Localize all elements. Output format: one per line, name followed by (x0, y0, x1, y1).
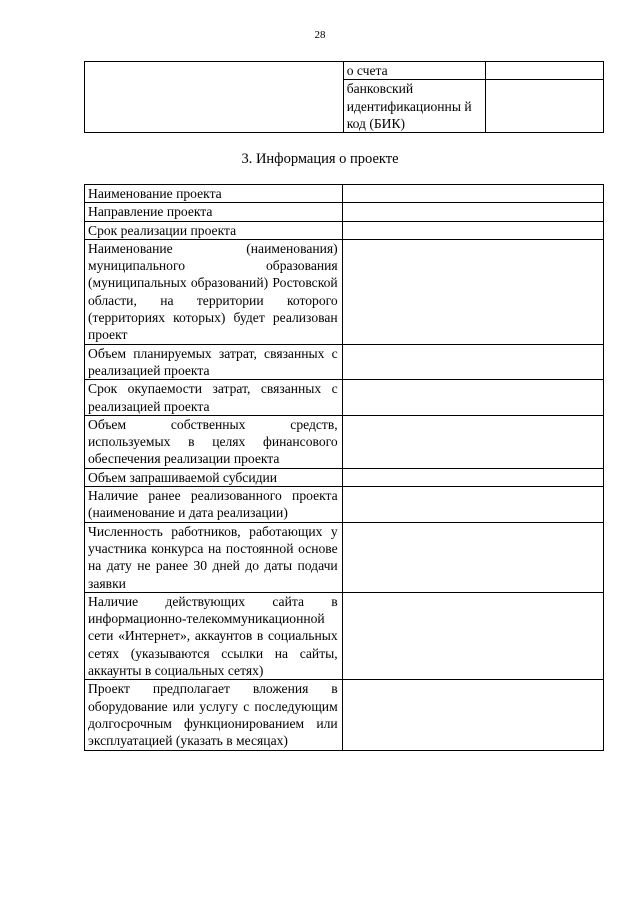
label-cell (85, 380, 343, 416)
project-info-table (84, 184, 604, 751)
row-label: Проект предполагает вложения в оборудование или услугу с последующим долгосрочным функционированием или эксплуатацией (указать в месяцах) (88, 681, 338, 749)
table-row (85, 380, 604, 416)
table-row (85, 487, 604, 523)
label-cell (85, 522, 343, 592)
empty-cell[interactable] (85, 62, 344, 133)
value-cell[interactable] (342, 468, 603, 486)
row-label: Срок реализации проекта (88, 222, 237, 238)
label-cell (85, 680, 343, 750)
label-cell (85, 344, 343, 380)
row-label: о счета (346, 63, 388, 78)
table-row (85, 62, 604, 80)
table-row (85, 680, 604, 750)
label-cell (85, 239, 343, 344)
value-cell[interactable] (342, 592, 603, 679)
page-number: 28 (314, 29, 326, 41)
value-cell[interactable] (485, 62, 603, 80)
label-cell (85, 487, 343, 523)
value-cell[interactable] (342, 487, 603, 523)
value-cell[interactable] (342, 221, 603, 239)
row-label: Наличие действующих сайта в информационно-телекоммуникационной сети «Интернет», аккаунтов в социальных сетях (указываются ссылки на сайты, аккаунты в социальных сетях) (88, 593, 338, 679)
table-cell (343, 80, 485, 133)
row-label: Численность работников, работающих у участника конкурса на постоянной основе на дату не ранее 30 дней до даты подачи заявки (88, 523, 338, 591)
label-cell (85, 203, 343, 221)
table-cell (343, 62, 485, 80)
label-cell (85, 592, 343, 679)
value-cell[interactable] (342, 680, 603, 750)
label-cell (85, 185, 343, 203)
row-label: Объем запрашиваемой субсидии (88, 469, 278, 485)
row-label: Объем планируемых затрат, связанных с реализацией проекта (88, 345, 338, 378)
label-cell (85, 221, 343, 239)
row-label: Наименование проекта (88, 186, 222, 201)
row-label: банковский идентификационны й код (БИК) (346, 81, 472, 131)
bank-details-table (84, 61, 604, 133)
value-cell[interactable] (342, 522, 603, 592)
section-title: 3. Информация о проекте (241, 151, 399, 167)
value-cell[interactable] (342, 239, 603, 344)
table-row (85, 592, 604, 679)
label-cell (85, 468, 343, 486)
value-cell[interactable] (342, 380, 603, 416)
value-cell[interactable] (342, 415, 603, 468)
row-label: Наличие ранее реализованного проекта (наименование и дата реализации) (88, 488, 338, 521)
row-label: Наименование (наименования) муниципального образования (муниципальных образований) Ростовской области, на территории которого (территориях которых) будет реализован проект (88, 240, 338, 343)
table-row (85, 415, 604, 468)
value-cell[interactable] (342, 185, 603, 203)
table-row (85, 239, 604, 344)
table-row (85, 185, 604, 203)
label-cell (85, 415, 343, 468)
table-row (85, 221, 604, 239)
row-label: Направление проекта (88, 204, 213, 220)
row-label: Объем собственных средств, используемых в целях финансового обеспечения реализации проекта (88, 416, 338, 467)
value-cell[interactable] (485, 80, 603, 133)
table-row (85, 468, 604, 486)
row-label: Срок окупаемости затрат, связанных с реализацией проекта (88, 381, 338, 414)
value-cell[interactable] (342, 344, 603, 380)
table-row (85, 203, 604, 221)
value-cell[interactable] (342, 203, 603, 221)
table-row (85, 522, 604, 592)
table-row (85, 344, 604, 380)
